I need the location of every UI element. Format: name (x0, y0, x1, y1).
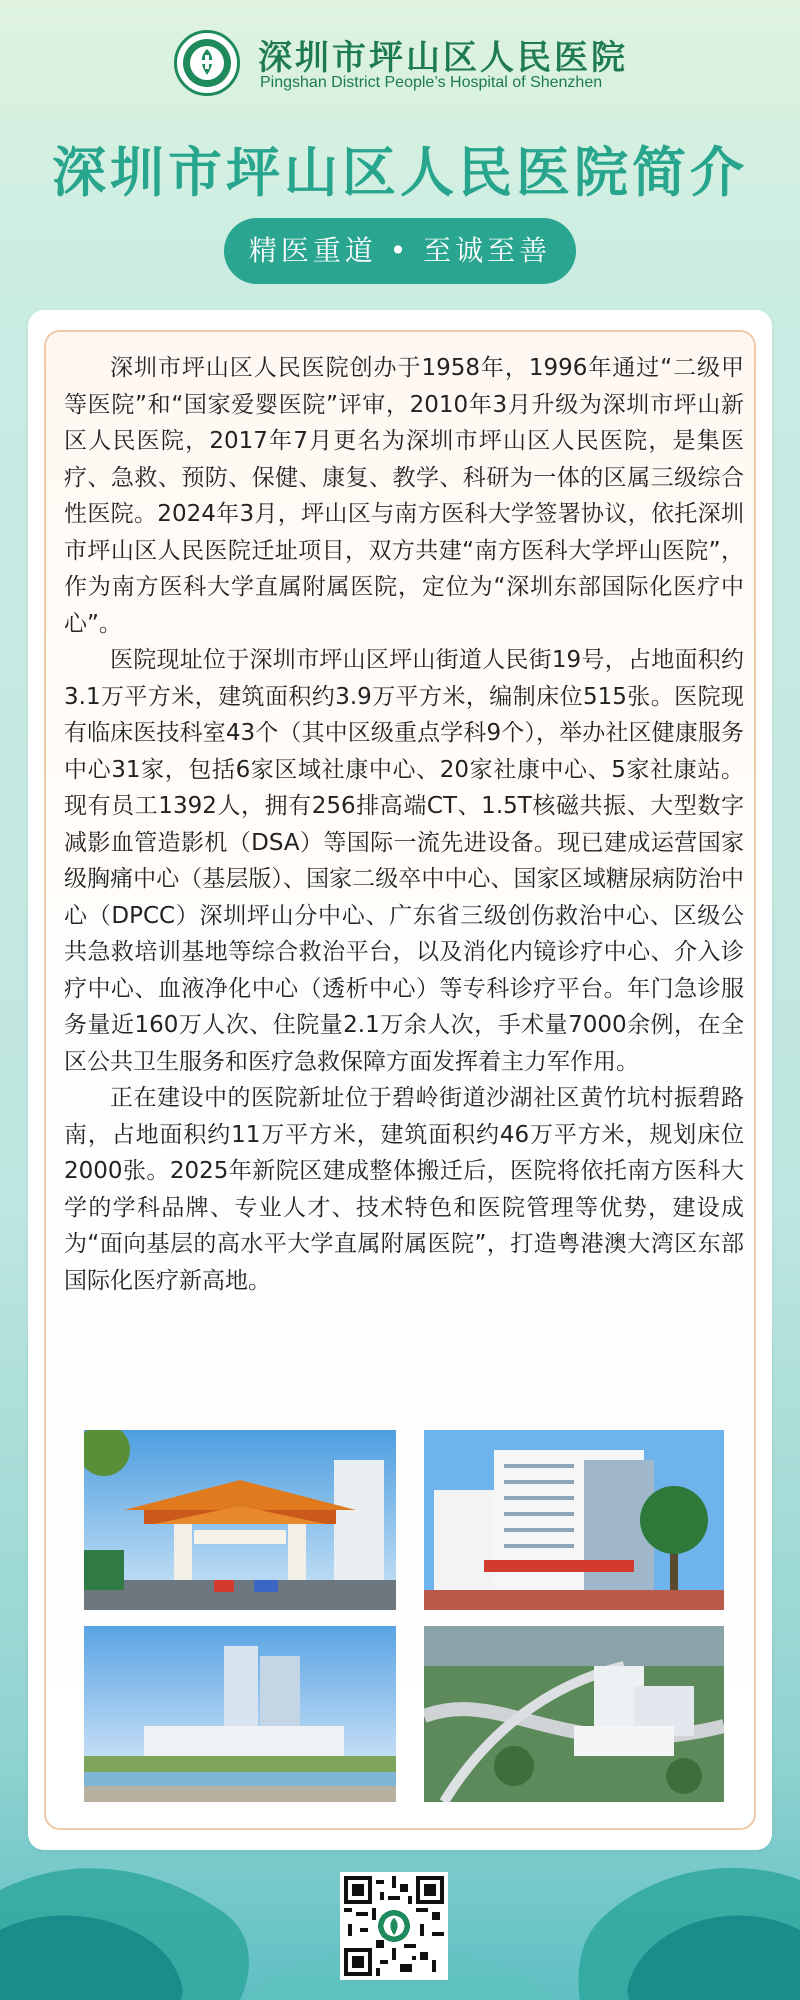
new-campus-rendering-photo (84, 1626, 396, 1802)
hospital-building-photo (424, 1430, 724, 1610)
photo-grid (84, 1430, 724, 1810)
hospital-logo (174, 30, 240, 96)
brand-name-cn: 深圳市坪山区人民医院 (258, 38, 628, 78)
brand-name-en: Pingshan District People’s Hospital of Shenzhen (260, 74, 603, 91)
aerial-campus-rendering-photo (424, 1626, 724, 1802)
page-title: 深圳市坪山区人民医院简介 (52, 140, 748, 204)
qr-code[interactable] (340, 1872, 448, 1980)
intro-card (28, 310, 772, 1850)
header (0, 26, 800, 106)
intro-frame (44, 330, 756, 1830)
intro-paragraph-1: 深圳市坪山区人民医院创办于1958年，1996年通过“二级甲等医院”和“国家爱婴医院”评审，2010年3月升级为深圳市坪山新区人民医院，2017年7月更名为深圳市坪山区人民医院，是集医疗、急救、预防、保健、康复、教学、科研为一体的区属三级综合性医院。2024年3月，坪山区与南方医科大学签署协议，依托深圳市坪山区人民医院迁址项目，双方共建“南方医科大学坪山医院”，作为南方医科大学直属附属医院，定位为“深圳东部国际化医疗中心”。 (64, 355, 744, 637)
intro-text (64, 350, 744, 1299)
intro-paragraph-3: 正在建设中的医院新址位于碧岭街道沙湖社区黄竹坑村振碧路南，占地面积约11万平方米，建筑面积约46万平方米，规划床位2000张。2025年新院区建成整体搬迁后，医院将依托南方医科大学的学科品牌、专业人才、技术特色和医院管理等优势，建设成为“面向基层的高水平大学直属附属医院”，打造粤港澳大湾区东部国际化医疗新高地。 (64, 1085, 744, 1294)
hospital-gate-photo (84, 1430, 396, 1610)
intro-paragraph-2: 医院现址位于深圳市坪山区坪山街道人民街19号，占地面积约3.1万平方米，建筑面积约3.9万平方米，编制床位515张。医院现有临床医技科室43个（其中区级重点学科9个），举办社区健康服务中心31家，包括6家区域社康中心、20家社康中心、5家社康站。现有员工1392人，拥有256排高端CT、1.5T核磁共振、大型数字减影血管造影机（DSA）等国际一流先进设备。现已建成运营国家级胸痛中心（基层版）、国家二级卒中中心、国家区域糖尿病防治中心（DPCC）深圳坪山分中心、广东省三级创伤救治中心、区级公共急救培训基地等综合救治平台，以及消化内镜诊疗中心、介入诊疗中心、血液净化中心（透析中心）等专科诊疗平台。年门急诊服务量近160万人次、住院量2.1万余人次，手术量7000余例，在全区公共卫生服务和医疗急救保障方面发挥着主力军作用。 (64, 647, 744, 1075)
slogan-badge: 精医重道 • 至诚至善 (224, 218, 576, 284)
